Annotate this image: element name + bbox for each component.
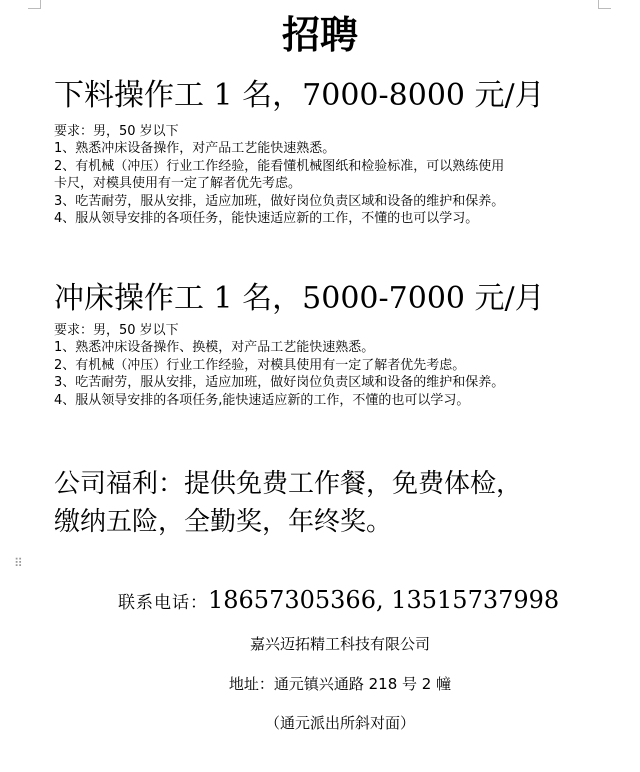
requirement-line: 2、有机械（冲压）行业工作经验，对模具使用有一定了解者优先考虑。 [54,357,466,373]
job-requirements [54,123,614,227]
address-note: （通元派出所斜对面） [264,714,415,732]
page-title: 招聘 [281,13,358,57]
requirement-line: 3、吃苦耐劳，服从安排，适应加班，做好岗位负责区域和设备的维护和保养。 [54,375,505,391]
requirement-line: 要求：男，50 岁以下 [54,323,179,338]
job-title-cutting-operator: 下料操作工 1 名，7000-8000 元/月 [54,78,545,113]
job-title-press-operator: 冲床操作工 1 名，5000-7000 元/月 [54,281,545,316]
job-requirements [54,322,614,409]
drag-handle-icon[interactable]: ⠿ [14,556,22,570]
company-address: 地址：通元镇兴通路 218 号 2 幢 [228,675,452,693]
welfare-line: 缴纳五险，全勤奖，年终奖。 [54,507,393,537]
requirement-line: 要求：男，50 岁以下 [54,124,179,139]
phone-numbers: 18657305366, 13515737998 [208,586,560,614]
contact-phone [118,586,559,614]
requirement-line: 2、有机械（冲压）行业工作经验，能看懂机械图纸和检验标准，可以熟练使用 [54,158,505,174]
requirement-line: 4、服从领导安排的各项任务,能快速适应新的工作，不懂的也可以学习。 [54,392,470,408]
requirement-line: 1、熟悉冲床设备操作，对产品工艺能快速熟悉。 [54,141,336,157]
contact-label: 联系电话： [118,593,208,613]
requirement-line: 4、服从领导安排的各项任务，能快速适应新的工作，不懂的也可以学习。 [54,211,479,227]
company-name: 嘉兴迈拓精工科技有限公司 [249,635,430,653]
requirement-line: 1、熟悉冲床设备操作、换模，对产品工艺能快速熟悉。 [54,340,375,356]
welfare-line: 公司福利：提供免费工作餐，免费体检， [54,469,523,499]
requirement-line: 3、吃苦耐劳，服从安排，适应加班，做好岗位负责区域和设备的维护和保养。 [54,193,505,209]
company-welfare [54,465,522,541]
requirement-line: 卡尺，对模具使用有一定了解者优先考虑。 [54,176,302,192]
